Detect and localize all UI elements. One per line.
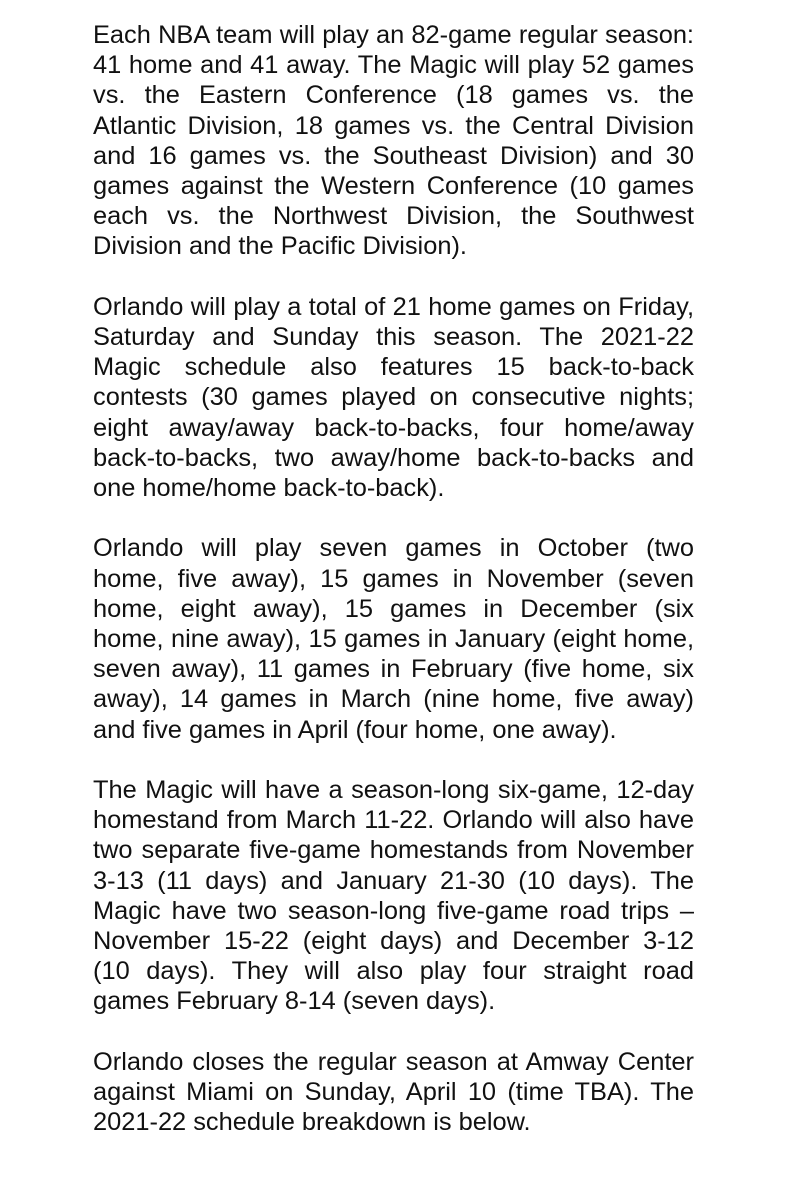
paragraph-weekend-and-back-to-backs: Orlando will play a total of 21 home games on Friday, Saturday and Sunday this season. The 2021-22 Magic schedule also features 15 back-to-back contests (30 games played on consecutive nights; eight away/away back-to-backs, four home/away back-to-backs, two away/home back-to-backs and one home/home back-to-back).	[93, 292, 694, 503]
paragraph-homestands-and-road-trips: The Magic will have a season-long six-game, 12-day homestand from March 11-22. Orlando will also have two separate five-game homestands from November 3-13 (11 days) and January 21-30 (10 days). The Magic have two season-long five-game road trips – November 15-22 (eight days) and December 3-12 (10 days). They will also play four straight road games February 8-14 (seven days).	[93, 776, 694, 1016]
paragraph-season-finale: Orlando closes the regular season at Amway Center against Miami on Sunday, April 10 (time TBA). The 2021-22 schedule breakdown is below.	[93, 1047, 694, 1137]
paragraph-monthly-breakdown: Orlando will play seven games in October (two home, five away), 15 games in November (seven home, eight away), 15 games in December (six home, nine away), 15 games in January (eight home, seven away), 11 games in February (five home, six away), 14 games in March (nine home, five away) and five games in April (four home, one away).	[93, 534, 694, 744]
article-body	[93, 20, 694, 1137]
paragraph-season-overview: Each NBA team will play an 82-game regular season: 41 home and 41 away. The Magic will play 52 games vs. the Eastern Conference (18 games vs. the Atlantic Division, 18 games vs. the Central Division and 16 games vs. the Southeast Division) and 30 games against the Western Conference (10 games each vs. the Northwest Division, the Southwest Division and the Pacific Division).	[93, 21, 694, 261]
